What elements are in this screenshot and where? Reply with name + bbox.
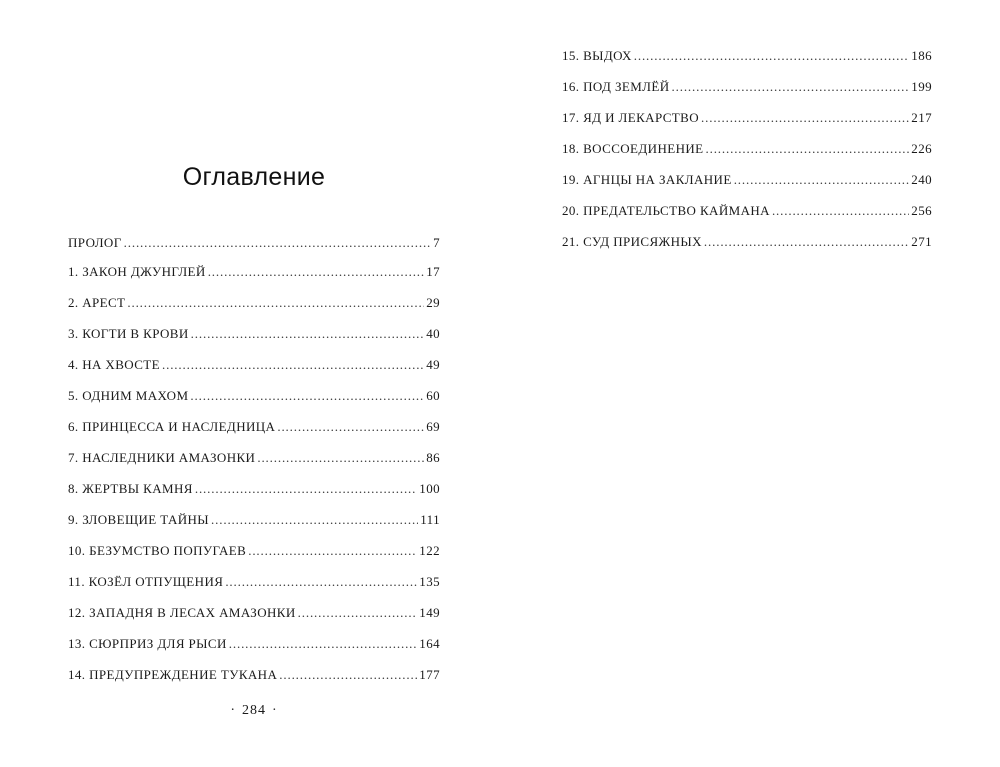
toc-entry-label: 6. ПРИНЦЕССА И НАСЛЕДНИЦА bbox=[68, 419, 276, 434]
dot-leader bbox=[211, 504, 418, 535]
toc-entry-label: 18. ВОССОЕДИНЕНИЕ bbox=[562, 141, 704, 156]
dot-leader bbox=[634, 40, 910, 71]
dot-leader bbox=[279, 659, 417, 690]
dot-leader bbox=[704, 226, 909, 257]
toc-entry-label: 9. ЗЛОВЕЩИЕ ТАЙНЫ bbox=[68, 512, 210, 527]
toc-entry-page: 149 bbox=[419, 605, 440, 620]
dot-leader bbox=[191, 318, 425, 349]
dot-leader bbox=[672, 71, 910, 102]
dot-leader bbox=[195, 473, 417, 504]
toc-entry bbox=[562, 195, 932, 226]
toc-entry-label: 16. ПОД ЗЕМЛЁЙ bbox=[562, 79, 670, 94]
toc-entry-label: 1. ЗАКОН ДЖУНГЛЕЙ bbox=[68, 264, 206, 279]
toc-entry bbox=[68, 411, 440, 442]
toc-entry-label: 12. ЗАПАДНЯ В ЛЕСАХ АМАЗОНКИ bbox=[68, 605, 296, 620]
toc-entry-page: 7 bbox=[433, 235, 440, 250]
toc-entry-label: 2. АРЕСТ bbox=[68, 295, 126, 310]
page-number bbox=[0, 703, 508, 719]
toc-entry-label: 20. ПРЕДАТЕЛЬСТВО КАЙМАНА bbox=[562, 203, 770, 218]
toc-entry-page: 217 bbox=[911, 110, 932, 125]
dot-leader bbox=[701, 102, 909, 133]
toc-entry bbox=[68, 256, 440, 287]
toc-entry bbox=[68, 504, 440, 535]
dot-leader bbox=[257, 442, 424, 473]
toc-entry bbox=[68, 349, 440, 380]
dot-leader bbox=[298, 597, 418, 628]
dot-leader bbox=[124, 230, 431, 256]
dot-leader bbox=[225, 566, 417, 597]
toc-entry-page: 122 bbox=[419, 543, 440, 558]
toc-list-left bbox=[68, 230, 440, 690]
toc-entry bbox=[562, 164, 932, 195]
page-title: Оглавление bbox=[182, 162, 326, 191]
page-number-value: 284 bbox=[242, 703, 266, 718]
toc-entry-label: 4. НА ХВОСТЕ bbox=[68, 357, 160, 372]
toc-entry bbox=[68, 659, 440, 690]
toc-entry-page: 49 bbox=[426, 357, 440, 372]
dot-leader bbox=[734, 164, 910, 195]
dot-leader bbox=[277, 411, 424, 442]
toc-entry bbox=[68, 318, 440, 349]
toc-entry bbox=[562, 102, 932, 133]
toc-entry-page: 199 bbox=[911, 79, 932, 94]
toc-entry-page: 60 bbox=[426, 388, 440, 403]
toc-entry-label: ПРОЛОГ bbox=[68, 235, 122, 250]
toc-entry-page: 29 bbox=[426, 295, 440, 310]
toc-entry-page: 86 bbox=[426, 450, 440, 465]
toc-entry-label: 5. ОДНИМ МАХОМ bbox=[68, 388, 189, 403]
toc-entry bbox=[68, 535, 440, 566]
toc-entry-label: 17. ЯД И ЛЕКАРСТВО bbox=[562, 110, 700, 125]
toc-entry-label: 19. АГНЦЫ НА ЗАКЛАНИЕ bbox=[562, 172, 732, 187]
toc-entry-page: 40 bbox=[426, 326, 440, 341]
dot-leader bbox=[162, 349, 424, 380]
toc-entry bbox=[68, 597, 440, 628]
dot-leader bbox=[208, 256, 425, 287]
toc-entry-label: 15. ВЫДОХ bbox=[562, 48, 632, 63]
dot-leader bbox=[229, 628, 418, 659]
toc-entry-label: 14. ПРЕДУПРЕЖДЕНИЕ ТУКАНА bbox=[68, 667, 278, 682]
toc-entry-page: 69 bbox=[426, 419, 440, 434]
toc-entry-page: 135 bbox=[419, 574, 440, 589]
toc-entry bbox=[68, 442, 440, 473]
toc-entry bbox=[562, 71, 932, 102]
toc-entry-page: 226 bbox=[911, 141, 932, 156]
toc-entry-label: 13. СЮРПРИЗ ДЛЯ РЫСИ bbox=[68, 636, 227, 651]
toc-entry bbox=[68, 380, 440, 411]
dot-leader bbox=[190, 380, 424, 411]
dot-leader bbox=[127, 287, 424, 318]
toc-entry-page: 271 bbox=[911, 234, 932, 249]
toc-entry-label: 10. БЕЗУМСТВО ПОПУГАЕВ bbox=[68, 543, 247, 558]
toc-entry-page: 164 bbox=[419, 636, 440, 651]
folio-ornament: · bbox=[272, 703, 278, 718]
toc-list-right bbox=[562, 40, 932, 257]
toc-entry-page: 100 bbox=[419, 481, 440, 496]
toc-entry-page: 240 bbox=[911, 172, 932, 187]
toc-entry bbox=[68, 230, 440, 256]
toc-entry-label: 11. КОЗЁЛ ОТПУЩЕНИЯ bbox=[68, 574, 224, 589]
toc-entry-label: 7. НАСЛЕДНИКИ АМАЗОНКИ bbox=[68, 450, 256, 465]
toc-entry-page: 186 bbox=[911, 48, 932, 63]
toc-entry-page: 111 bbox=[420, 512, 440, 527]
toc-entry bbox=[68, 566, 440, 597]
dot-leader bbox=[248, 535, 417, 566]
toc-entry bbox=[562, 226, 932, 257]
toc-entry-label: 3. КОГТИ В КРОВИ bbox=[68, 326, 189, 341]
toc-entry bbox=[562, 40, 932, 71]
toc-entry bbox=[68, 628, 440, 659]
toc-entry-page: 177 bbox=[419, 667, 440, 682]
toc-entry-label: 8. ЖЕРТВЫ КАМНЯ bbox=[68, 481, 193, 496]
toc-entry-label: 21. СУД ПРИСЯЖНЫХ bbox=[562, 234, 702, 249]
toc-entry-page: 256 bbox=[911, 203, 932, 218]
toc-entry-page: 17 bbox=[426, 264, 440, 279]
toc-entry bbox=[68, 287, 440, 318]
right-page bbox=[500, 0, 1000, 767]
toc-entry bbox=[68, 473, 440, 504]
dot-leader bbox=[772, 195, 909, 226]
dot-leader bbox=[706, 133, 910, 164]
toc-entry bbox=[562, 133, 932, 164]
folio-ornament: · bbox=[230, 703, 236, 718]
